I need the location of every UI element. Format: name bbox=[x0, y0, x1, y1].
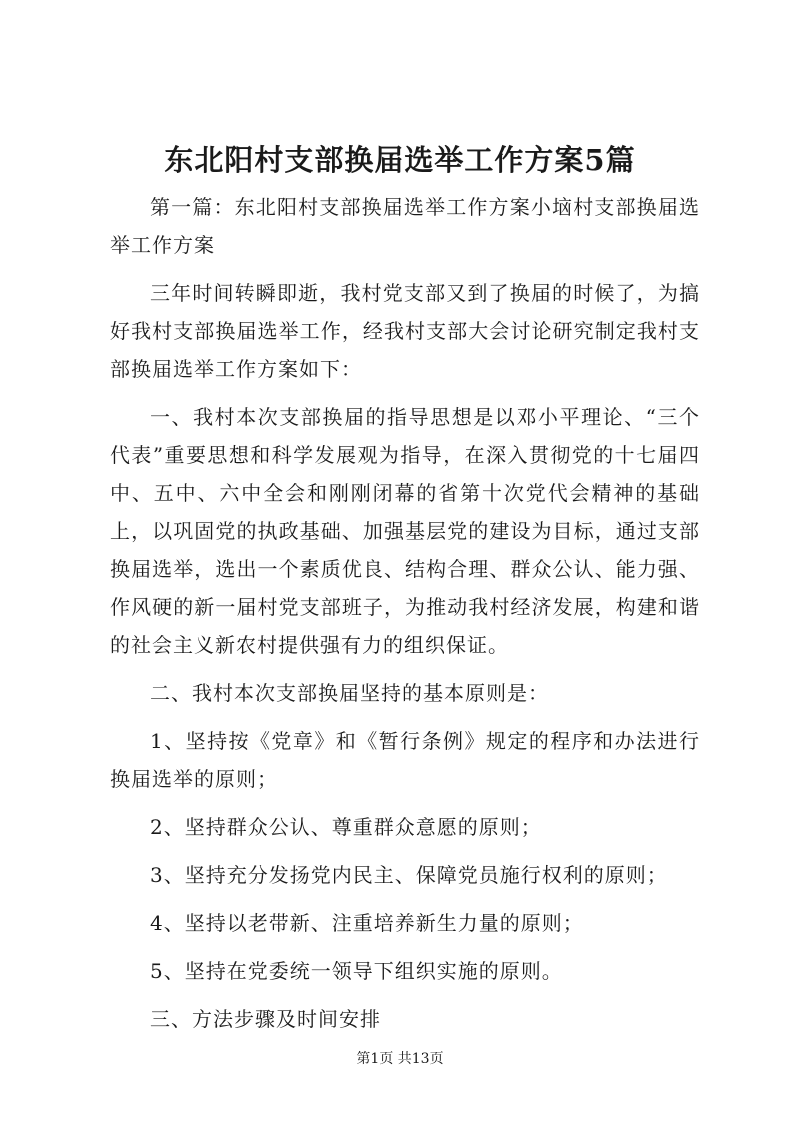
document-body bbox=[110, 188, 700, 1048]
list-item-principle-5: 5、坚持在党委统一领导下组织实施的原则。 bbox=[150, 959, 563, 983]
page-number-footer: 第1页 共13页 bbox=[356, 1051, 444, 1067]
list-item-principle-3: 3、坚持充分发扬党内民主、保障党员施行权利的原则； bbox=[150, 863, 668, 887]
paragraph-basic-principles: 二、我村本次支部换届坚持的基本原则是： bbox=[150, 681, 549, 705]
list-item-principle-2: 2、坚持群众公认、尊重群众意愿的原则； bbox=[150, 815, 542, 839]
section-heading-methods: 三、方法步骤及时间安排 bbox=[150, 1007, 381, 1031]
paragraph-part-one-heading: 第一篇：东北阳村支部换届选举工作方案小垴村支部换届选举工作方案 bbox=[110, 195, 700, 257]
list-item-principle-1: 1、坚持按《党章》和《暂行条例》规定的程序和办法进行换届选举的原则； bbox=[110, 729, 700, 791]
paragraph-intro: 三年时间转瞬即逝，我村党支部又到了换届的时候了，为搞好我村支部换届选举工作，经我村支部大会讨论研究制定我村支部换届选举工作方案如下： bbox=[110, 281, 700, 381]
list-item-principle-4: 4、坚持以老带新、注重培养新生力量的原则； bbox=[150, 911, 584, 935]
paragraph-guiding-ideology: 一、我村本次支部换届的指导思想是以邓小平理论、“三个代表”重要思想和科学发展观为指导，在深入贯彻党的十七届四中、五中、六中全会和刚刚闭幕的省第十次党代会精神的基础上，以巩固党的执政基础、加强基层党的建设为目标，通过支部换届选举，选出一个素质优良、结构合理、群众公认、能力强、作风硬的新一届村党支部班子，为推动我村经济发展，构建和谐的社会主义新农村提供强有力的组织保证。 bbox=[110, 405, 700, 657]
document-title: 东北阳村支部换届选举工作方案5篇 bbox=[164, 143, 636, 177]
